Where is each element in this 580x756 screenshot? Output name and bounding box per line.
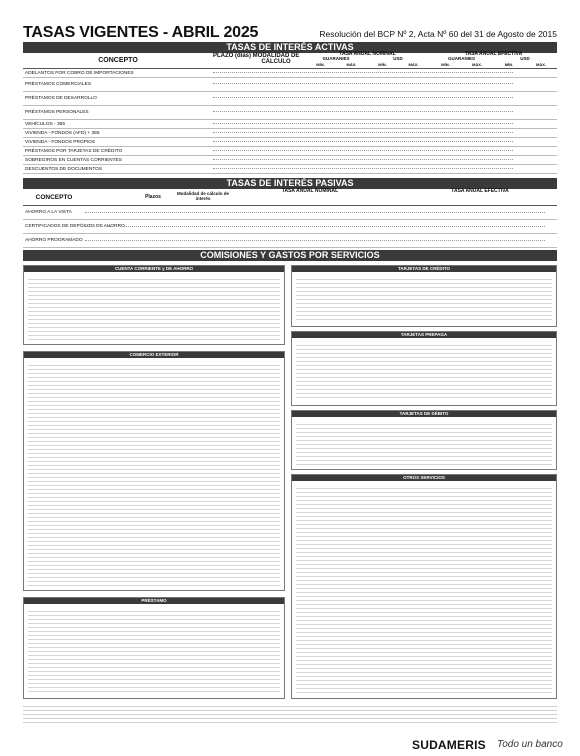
passive-rates-table — [23, 188, 557, 248]
active-rate-values — [213, 168, 513, 170]
col-min: MÍN. — [316, 62, 325, 67]
col-max: MÁX. — [408, 62, 419, 67]
col-tan-usd: USD — [393, 56, 403, 61]
col-concept: CONCEPTO — [35, 194, 73, 201]
active-rates-table — [23, 51, 557, 174]
passive-rate-values — [85, 212, 545, 213]
active-rate-row — [23, 78, 557, 92]
active-rate-row — [23, 147, 557, 156]
active-rate-row — [23, 106, 557, 120]
active-rates-title: TASAS DE INTERÉS ACTIVAS — [23, 42, 557, 53]
col-min: MÍN. — [378, 62, 387, 67]
active-rate-values — [213, 132, 513, 134]
resolution-note: Resolución del BCP Nº 2, Acta Nº 60 del 31 de Agosto de 2015 — [319, 29, 557, 39]
active-rate-values — [213, 159, 513, 161]
col-tan-gs: GUARANIES — [322, 56, 350, 61]
brand-tagline: Todo un banco — [497, 739, 563, 750]
footer-fine-print — [23, 703, 557, 725]
page-title: TASAS VIGENTES - ABRIL 2025 — [23, 24, 259, 41]
col-tae: TASA ANUAL EFECTIVA — [464, 51, 523, 57]
col-min: MÍN. — [441, 62, 450, 67]
col-concept: CONCEPTO — [98, 57, 138, 64]
passive-rate-row — [23, 220, 557, 234]
col-tae: TASA ANUAL EFECTIVA — [451, 188, 509, 194]
active-rate-concept: DESCUENTOS DE DOCUMENTOS — [25, 167, 103, 172]
page-header — [23, 24, 557, 44]
active-rate-row — [23, 138, 557, 147]
active-rate-values — [213, 111, 513, 113]
col-modalidad: MODALIDAD DE CÁLCULO — [252, 53, 300, 65]
col-tae-usd: USD — [520, 56, 530, 61]
active-rates-header — [23, 51, 557, 69]
active-rate-values — [213, 83, 513, 85]
passive-rate-row — [23, 206, 557, 220]
active-rate-row — [23, 69, 557, 78]
col-min: MÍN. — [504, 62, 514, 67]
panel-otros-servicios: OTROS SERVICIOS — [291, 474, 557, 699]
active-rate-concept: PRÉSTAMOS COMERCIALES — [25, 82, 92, 87]
passive-rates-title: TASAS DE INTERÉS PASIVAS — [23, 178, 557, 189]
active-rate-concept: SOBREGIROS EN CUENTAS CORRIENTES — [25, 158, 122, 163]
passive-rates-header — [23, 188, 557, 206]
passive-rate-values — [85, 240, 545, 241]
active-rate-row — [23, 129, 557, 138]
panel-tarjetas-prepagas: TARJETAS PREPAGA — [291, 331, 557, 406]
active-rate-concept: PRÉSTAMOS DE DESARROLLO — [25, 96, 97, 101]
active-rate-concept: VIVIENDA - FONDOS (AFD) + 365 — [25, 131, 100, 136]
col-max: MÁX. — [536, 62, 546, 67]
passive-rate-concept: CERTIFICADOS DE DEPÓSITO DE AHORRO — [25, 224, 125, 229]
active-rate-values — [213, 72, 513, 74]
passive-rate-concept: AHORRO PROGRAMADO — [25, 238, 83, 243]
col-plazos: Plazos — [145, 194, 161, 200]
active-rate-values — [213, 150, 513, 152]
active-rate-concept: PRÉSTAMOS PERSONALES — [25, 110, 89, 115]
active-rate-concept: PRÉSTAMOS POR TARJETAS DE CRÉDITO — [25, 149, 123, 154]
col-tan: TASA ANUAL NOMINAL — [281, 188, 339, 194]
panel-tarjetas-debito: TARJETAS DE DÉBITO — [291, 410, 557, 470]
panel-tarjetas-credito: TARJETAS DE CRÉDITO — [291, 265, 557, 327]
passive-rate-row — [23, 234, 557, 248]
panel-prestamo: PRÉSTAMO — [23, 597, 285, 699]
passive-rate-values — [85, 226, 545, 227]
commissions-area — [23, 265, 557, 705]
active-rate-values — [213, 123, 513, 125]
active-rate-row — [23, 156, 557, 165]
col-max: MÁX. — [472, 62, 482, 67]
col-tae-gs: GUARANIES — [447, 56, 475, 61]
active-rate-row — [23, 120, 557, 129]
active-rate-row — [23, 92, 557, 106]
passive-rate-concept: AHORRO A LA VISTA — [25, 210, 72, 215]
active-rate-values — [213, 97, 513, 99]
active-rate-concept: VIVIENDA - FONDOS PROPIOS — [25, 140, 96, 145]
active-rate-concept: VEHÍCULOS - 365 — [25, 122, 65, 127]
commissions-title: COMISIONES Y GASTOS POR SERVICIOS — [23, 250, 557, 261]
active-rate-concept: ADELANTOS POR COBRO DE IMPORTACIONES — [25, 71, 134, 76]
brand-logo: SUDAMERIS — [412, 738, 486, 752]
active-rate-row — [23, 165, 557, 174]
col-plazo: PLAZO (días) — [213, 53, 252, 59]
active-rate-values — [213, 141, 513, 143]
col-max: MÁX. — [346, 62, 357, 67]
panel-cuenta-corriente: CUENTA CORRIENTE y DE AHORRO — [23, 265, 285, 345]
panel-comercio-exterior: COMERCIO EXTERIOR — [23, 351, 285, 591]
col-modalidad: Modalidad de cálculo de interés — [176, 191, 229, 201]
col-tan: TASA ANUAL NOMINAL — [339, 51, 396, 57]
